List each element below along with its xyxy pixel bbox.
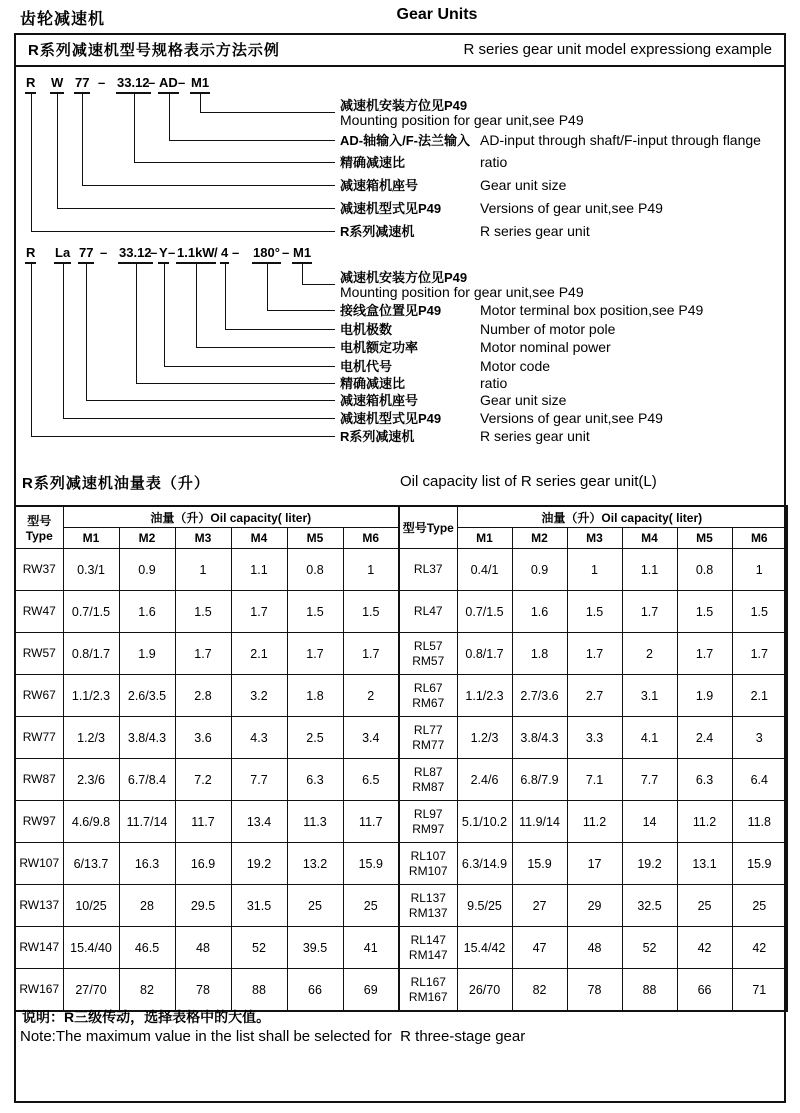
value-cell: 2 xyxy=(622,633,677,675)
value-cell: 3.4 xyxy=(343,717,399,759)
value-cell: 1.6 xyxy=(512,591,567,633)
value-cell: 1.5 xyxy=(175,591,231,633)
type-cell xyxy=(399,759,457,801)
value-cell: 82 xyxy=(119,969,175,1012)
type-cell xyxy=(15,759,63,801)
value-cell: 52 xyxy=(622,927,677,969)
type-line: RL167 xyxy=(410,974,446,989)
type-line: RW97 xyxy=(22,814,56,828)
table-header xyxy=(15,506,787,549)
m-header-cell: M3 xyxy=(175,528,231,549)
value-cell: 32.5 xyxy=(622,885,677,927)
value-cell: 1.5 xyxy=(567,591,622,633)
value-cell: 16.9 xyxy=(175,843,231,885)
model-code-segment: – xyxy=(100,245,108,260)
m-header-cell: M3 xyxy=(567,528,622,549)
value-cell: 28 xyxy=(119,885,175,927)
value-cell: 7.1 xyxy=(567,759,622,801)
note-cn: 说明：R三级传动，选择表格中的大值。 xyxy=(22,1009,271,1025)
value-cell: 25 xyxy=(343,885,399,927)
capacity-header-cell: 油量（升）Oil capacity( liter) xyxy=(457,506,787,528)
type-cell xyxy=(399,549,457,591)
type-cell xyxy=(15,969,63,1012)
value-cell: 1.9 xyxy=(677,675,732,717)
value-cell: 3.8/4.3 xyxy=(512,717,567,759)
m-header-cell: M2 xyxy=(512,528,567,549)
value-cell: 6.5 xyxy=(343,759,399,801)
diagram-label-cn: 减速箱机座号 xyxy=(340,393,419,408)
type-header-cell: 型号Type xyxy=(15,506,63,549)
value-cell: 0.9 xyxy=(119,549,175,591)
value-cell: 39.5 xyxy=(287,927,343,969)
value-cell: 3.1 xyxy=(622,675,677,717)
diagram-label-cn: 精确减速比 xyxy=(340,155,406,170)
value-cell: 46.5 xyxy=(119,927,175,969)
type-cell xyxy=(399,717,457,759)
diagram-label-cn: 电机额定功率 xyxy=(340,340,419,355)
value-cell: 66 xyxy=(287,969,343,1012)
value-cell: 15.4/42 xyxy=(457,927,512,969)
value-cell: 1.5 xyxy=(343,591,399,633)
value-cell: 4.1 xyxy=(622,717,677,759)
type-cell xyxy=(399,885,457,927)
connector-line xyxy=(31,263,335,437)
model-code-segment: M1 xyxy=(190,76,210,94)
diagram-label-en: Gear unit size xyxy=(480,177,567,193)
type-line: RL47 xyxy=(413,604,443,618)
diagram-label-en: Mounting position for gear unit,see P49 xyxy=(340,112,584,128)
diagram-label-cn: 电机极数 xyxy=(340,322,393,337)
diagram-label-cn: 接线盒位置见P49 xyxy=(340,303,442,318)
value-cell: 7.7 xyxy=(622,759,677,801)
type-line: RL57 xyxy=(413,638,443,653)
connector-line xyxy=(31,93,335,232)
type-line: RL37 xyxy=(413,562,443,576)
value-cell: 42 xyxy=(732,927,787,969)
value-cell: 0.8/1.7 xyxy=(457,633,512,675)
value-cell: 48 xyxy=(567,927,622,969)
table-row xyxy=(15,549,787,591)
type-cell xyxy=(15,549,63,591)
diagram-label-cn: 精确减速比 xyxy=(340,376,406,391)
type-line: RL107 xyxy=(410,848,446,863)
value-cell: 4.6/9.8 xyxy=(63,801,119,843)
note-en: Note:The maximum value in the list shall be selected for R three-stage gear xyxy=(20,1028,526,1045)
value-cell: 3.6 xyxy=(175,717,231,759)
value-cell: 15.9 xyxy=(343,843,399,885)
diagram-label-cn: R系列减速机 xyxy=(340,224,415,239)
value-cell: 11.3 xyxy=(287,801,343,843)
table-row xyxy=(15,717,787,759)
value-cell: 1.7 xyxy=(622,591,677,633)
value-cell: 1.6 xyxy=(119,591,175,633)
value-cell: 2.5 xyxy=(287,717,343,759)
value-cell: 47 xyxy=(512,927,567,969)
model-code-segment: 77 xyxy=(78,246,94,264)
capacity-header-cell: 油量（升）Oil capacity( liter) xyxy=(63,506,399,528)
type-cell xyxy=(399,633,457,675)
value-cell: 6.3/14.9 xyxy=(457,843,512,885)
type-line: RM87 xyxy=(412,779,445,794)
value-cell: 1.7 xyxy=(732,633,787,675)
value-cell: 3.2 xyxy=(231,675,287,717)
value-cell: 2.7/3.6 xyxy=(512,675,567,717)
value-cell: 25 xyxy=(732,885,787,927)
m-header-cell: M4 xyxy=(622,528,677,549)
type-line: RM57 xyxy=(412,653,445,668)
value-cell: 25 xyxy=(287,885,343,927)
type-line: RM137 xyxy=(408,905,448,920)
type-cell xyxy=(399,843,457,885)
table-row xyxy=(15,675,787,717)
type-cell xyxy=(15,675,63,717)
model-code-segment: – xyxy=(150,245,158,260)
diagram-label-en: AD-input through shaft/F-input through flange xyxy=(480,132,761,148)
value-cell: 15.9 xyxy=(512,843,567,885)
value-cell: 29.5 xyxy=(175,885,231,927)
value-cell: 1.5 xyxy=(732,591,787,633)
model-code-segment: AD xyxy=(158,76,179,94)
model-code-segment: 33.12 xyxy=(116,76,151,94)
type-cell xyxy=(399,675,457,717)
type-line: RL97 xyxy=(413,806,443,821)
value-cell: 9.5/25 xyxy=(457,885,512,927)
value-cell: 0.8 xyxy=(287,549,343,591)
value-cell: 11.7 xyxy=(343,801,399,843)
value-cell: 0.8/1.7 xyxy=(63,633,119,675)
diagram-label-en: Motor code xyxy=(480,358,551,374)
diagram-label-cn: 电机代号 xyxy=(340,359,393,374)
value-cell: 3 xyxy=(732,717,787,759)
value-cell: 41 xyxy=(343,927,399,969)
value-cell: 1.7 xyxy=(343,633,399,675)
value-cell: 3.3 xyxy=(567,717,622,759)
value-cell: 0.4/1 xyxy=(457,549,512,591)
value-cell: 78 xyxy=(567,969,622,1012)
value-cell: 1.2/3 xyxy=(63,717,119,759)
type-line: RW107 xyxy=(19,856,60,870)
diagram-label-cn: 减速箱机座号 xyxy=(340,178,419,193)
diagram-label xyxy=(340,99,584,127)
value-cell: 10/25 xyxy=(63,885,119,927)
section1-title-row xyxy=(14,33,786,67)
model-code-segment: R xyxy=(25,76,36,94)
value-cell: 0.7/1.5 xyxy=(457,591,512,633)
section1-title-cn: R系列减速机型号规格表示方法示例 xyxy=(28,41,280,59)
value-cell: 31.5 xyxy=(231,885,287,927)
type-cell xyxy=(15,843,63,885)
type-line: RW167 xyxy=(19,982,60,996)
value-cell: 11.7 xyxy=(175,801,231,843)
value-cell: 19.2 xyxy=(231,843,287,885)
table-row xyxy=(15,969,787,1012)
model-code-segment: W xyxy=(50,76,64,94)
model-code-segment: – xyxy=(98,75,106,90)
model-code-segment: – xyxy=(168,245,176,260)
table-row xyxy=(15,843,787,885)
value-cell: 1 xyxy=(175,549,231,591)
value-cell: 1.8 xyxy=(512,633,567,675)
type-header-cell: 型号Type xyxy=(399,506,457,549)
type-cell xyxy=(15,927,63,969)
value-cell: 11.2 xyxy=(677,801,732,843)
section2-title-cn: R系列减速机油量表（升） xyxy=(22,475,210,492)
value-cell: 2 xyxy=(343,675,399,717)
table-row xyxy=(15,927,787,969)
value-cell: 13.4 xyxy=(231,801,287,843)
value-cell: 1.7 xyxy=(567,633,622,675)
value-cell: 1.5 xyxy=(677,591,732,633)
m-header-cell: M1 xyxy=(457,528,512,549)
type-cell xyxy=(15,591,63,633)
diagram-label-en: Number of motor pole xyxy=(480,321,616,337)
type-cell xyxy=(399,591,457,633)
type-line: RM97 xyxy=(412,821,445,836)
table-row xyxy=(15,885,787,927)
model-code-segment: – xyxy=(178,75,186,90)
type-line: RW137 xyxy=(19,898,60,912)
value-cell: 1.1 xyxy=(231,549,287,591)
value-cell: 15.9 xyxy=(732,843,787,885)
value-cell: 11.2 xyxy=(567,801,622,843)
value-cell: 1 xyxy=(732,549,787,591)
type-cell xyxy=(15,885,63,927)
value-cell: 69 xyxy=(343,969,399,1012)
value-cell: 2.4/6 xyxy=(457,759,512,801)
type-cell xyxy=(399,969,457,1012)
type-line: RM107 xyxy=(408,863,448,878)
type-cell xyxy=(15,717,63,759)
m-header-cell: M6 xyxy=(732,528,787,549)
value-cell: 2.3/6 xyxy=(63,759,119,801)
value-cell: 1.1/2.3 xyxy=(457,675,512,717)
value-cell: 2.6/3.5 xyxy=(119,675,175,717)
value-cell: 29 xyxy=(567,885,622,927)
type-line: RL147 xyxy=(410,932,446,947)
value-cell: 0.9 xyxy=(512,549,567,591)
value-cell: 1 xyxy=(567,549,622,591)
diagram-label xyxy=(340,271,584,299)
type-line: RL137 xyxy=(410,890,446,905)
type-line: RM167 xyxy=(408,989,448,1004)
type-line: RW147 xyxy=(19,940,60,954)
value-cell: 5.1/10.2 xyxy=(457,801,512,843)
m-header-cell: M5 xyxy=(287,528,343,549)
model-code-segment: 1.1kW xyxy=(176,246,216,264)
value-cell: 0.7/1.5 xyxy=(63,591,119,633)
type-cell xyxy=(15,633,63,675)
model-code-segment: 33.12 xyxy=(118,246,153,264)
model-code-segment: 180° xyxy=(252,246,281,264)
m-header-cell: M2 xyxy=(119,528,175,549)
value-cell: 1.8 xyxy=(287,675,343,717)
oil-capacity-table xyxy=(14,505,788,1012)
model-code-segment: – xyxy=(148,75,156,90)
type-line: RW67 xyxy=(22,688,56,702)
diagram-label-cn: 减速机型式见P49 xyxy=(340,201,442,216)
type-line: RW47 xyxy=(22,604,56,618)
value-cell: 82 xyxy=(512,969,567,1012)
model-code-segment: – xyxy=(232,245,240,260)
value-cell: 16.3 xyxy=(119,843,175,885)
value-cell: 1.1 xyxy=(622,549,677,591)
diagram-label-cn: 减速机安装方位见P49 xyxy=(340,98,468,113)
value-cell: 14 xyxy=(622,801,677,843)
value-cell: 11.7/14 xyxy=(119,801,175,843)
diagram-label-en: R series gear unit xyxy=(480,223,590,239)
value-cell: 71 xyxy=(732,969,787,1012)
diagram-label-en: Gear unit size xyxy=(480,392,567,408)
value-cell: 6/13.7 xyxy=(63,843,119,885)
table-header-row xyxy=(15,506,787,528)
value-cell: 88 xyxy=(622,969,677,1012)
model-code-segment: Y xyxy=(158,246,169,264)
model-code-segment: M1 xyxy=(292,246,312,264)
diagram-label-cn: AD-轴输入/F-法兰输入 xyxy=(340,133,470,148)
value-cell: 6.7/8.4 xyxy=(119,759,175,801)
type-line: RL77 xyxy=(413,722,443,737)
value-cell: 88 xyxy=(231,969,287,1012)
diagram-label-cn: 减速机型式见P49 xyxy=(340,411,442,426)
type-line: RW77 xyxy=(22,730,56,744)
section2-title-en: Oil capacity list of R series gear unit(L) xyxy=(400,473,657,490)
value-cell: 1.7 xyxy=(231,591,287,633)
value-cell: 25 xyxy=(677,885,732,927)
model-code-segment: / xyxy=(214,245,218,260)
value-cell: 19.2 xyxy=(622,843,677,885)
value-cell: 13.1 xyxy=(677,843,732,885)
diagram-label-en: Mounting position for gear unit,see P49 xyxy=(340,284,584,300)
value-cell: 1.1/2.3 xyxy=(63,675,119,717)
value-cell: 2.1 xyxy=(231,633,287,675)
table-row xyxy=(15,633,787,675)
diagram-label-cn: R系列减速机 xyxy=(340,429,415,444)
value-cell: 66 xyxy=(677,969,732,1012)
type-line: RM147 xyxy=(408,947,448,962)
value-cell: 1.7 xyxy=(287,633,343,675)
value-cell: 78 xyxy=(175,969,231,1012)
value-cell: 27/70 xyxy=(63,969,119,1012)
page-title-cn: 齿轮减速机 xyxy=(20,11,106,28)
value-cell: 11.8 xyxy=(732,801,787,843)
value-cell: 6.4 xyxy=(732,759,787,801)
m-header-cell: M4 xyxy=(231,528,287,549)
value-cell: 7.7 xyxy=(231,759,287,801)
value-cell: 27 xyxy=(512,885,567,927)
value-cell: 2.4 xyxy=(677,717,732,759)
value-cell: 6.8/7.9 xyxy=(512,759,567,801)
diagram-label-en: Versions of gear unit,see P49 xyxy=(480,200,663,216)
value-cell: 0.3/1 xyxy=(63,549,119,591)
value-cell: 3.8/4.3 xyxy=(119,717,175,759)
type-line: RW37 xyxy=(22,562,56,576)
type-line: RW57 xyxy=(22,646,56,660)
page-title-en: Gear Units xyxy=(396,6,478,23)
diagram-label-en: Motor nominal power xyxy=(480,339,611,355)
value-cell: 11.9/14 xyxy=(512,801,567,843)
model-code-segment: 4 xyxy=(220,246,229,264)
value-cell: 2.8 xyxy=(175,675,231,717)
type-line: RW87 xyxy=(22,772,56,786)
value-cell: 15.4/40 xyxy=(63,927,119,969)
value-cell: 17 xyxy=(567,843,622,885)
value-cell: 26/70 xyxy=(457,969,512,1012)
type-cell xyxy=(399,801,457,843)
diagram-label-cn: 减速机安装方位见P49 xyxy=(340,270,468,285)
value-cell: 52 xyxy=(231,927,287,969)
model-code-segment: La xyxy=(54,246,71,264)
value-cell: 42 xyxy=(677,927,732,969)
m-header-cell: M5 xyxy=(677,528,732,549)
diagram-label-en: R series gear unit xyxy=(480,428,590,444)
diagram-label-en: Versions of gear unit,see P49 xyxy=(480,410,663,426)
section1-title-en: R series gear unit model expressiong example xyxy=(463,40,772,58)
type-line: RL67 xyxy=(413,680,443,695)
table-body xyxy=(15,549,787,1012)
diagram-label-en: ratio xyxy=(480,154,508,170)
model-code-segment: R xyxy=(25,246,36,264)
type-line: RL87 xyxy=(413,764,443,779)
m-header-cell: M1 xyxy=(63,528,119,549)
value-cell: 1.9 xyxy=(119,633,175,675)
model-code-segment: – xyxy=(282,245,290,260)
value-cell: 1 xyxy=(343,549,399,591)
value-cell: 2.1 xyxy=(732,675,787,717)
type-line: RM67 xyxy=(412,695,445,710)
type-cell xyxy=(15,801,63,843)
value-cell: 4.3 xyxy=(231,717,287,759)
type-line: RM77 xyxy=(412,737,445,752)
diagram-label-en: ratio xyxy=(480,375,508,391)
value-cell: 6.3 xyxy=(677,759,732,801)
value-cell: 13.2 xyxy=(287,843,343,885)
table-row xyxy=(15,759,787,801)
value-cell: 1.7 xyxy=(175,633,231,675)
m-header-cell: M6 xyxy=(343,528,399,549)
value-cell: 1.5 xyxy=(287,591,343,633)
value-cell: 1.7 xyxy=(677,633,732,675)
value-cell: 1.2/3 xyxy=(457,717,512,759)
value-cell: 7.2 xyxy=(175,759,231,801)
value-cell: 2.7 xyxy=(567,675,622,717)
value-cell: 0.8 xyxy=(677,549,732,591)
value-cell: 6.3 xyxy=(287,759,343,801)
table-row xyxy=(15,591,787,633)
table-row xyxy=(15,801,787,843)
type-cell xyxy=(399,927,457,969)
model-code-segment: 77 xyxy=(74,76,90,94)
diagram-label-en: Motor terminal box position,see P49 xyxy=(480,302,704,318)
value-cell: 48 xyxy=(175,927,231,969)
